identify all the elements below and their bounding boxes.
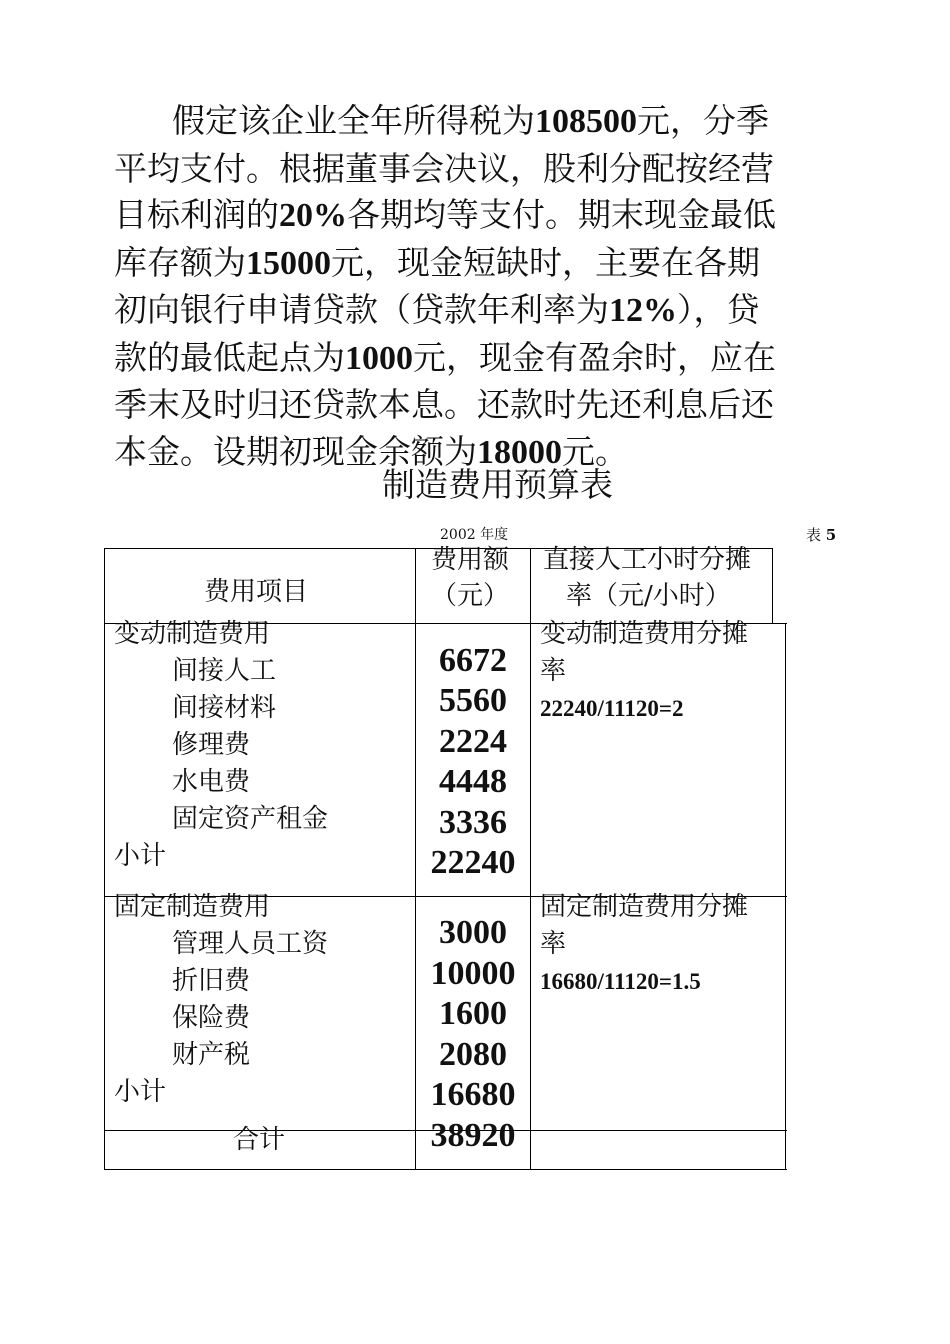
fixed-amount: 1600 [439, 995, 507, 1032]
para-line: 季末及时归还贷款本息。还款时先还利息后还 [114, 385, 774, 424]
fixed-item: 管理人员工资 [172, 929, 329, 959]
fixed-amount: 10000 [430, 955, 516, 992]
variable-amount: 4448 [439, 763, 507, 800]
header-amount: 费用额 [431, 545, 510, 575]
fixed-heading: 固定制造费用 [114, 892, 271, 922]
variable-amount: 5560 [439, 682, 507, 719]
header-rate-unit: 率（元/小时） [566, 581, 731, 611]
variable-amount: 6672 [439, 642, 507, 679]
total-amount: 38920 [430, 1117, 516, 1154]
variable-subtotal: 22240 [430, 844, 516, 881]
para-line: 库存额为15000元，现金短缺时，主要在各期 [114, 242, 760, 282]
header-amount-unit: （元） [431, 581, 510, 611]
variable-rate-label: 率 [540, 656, 567, 686]
variable-heading: 变动制造费用 [114, 619, 271, 649]
table-border-right [785, 623, 786, 1170]
table-number: 表 5 [806, 526, 837, 544]
variable-rate-formula: 22240/11120=2 [540, 696, 684, 721]
fixed-rate-formula: 16680/11120=1.5 [540, 969, 701, 994]
fixed-item: 折旧费 [172, 966, 251, 996]
fixed-rate-label: 率 [540, 929, 567, 959]
fixed-item: 保险费 [172, 1003, 251, 1033]
intro-paragraph [114, 98, 844, 476]
para-line: 本金。设期初现金余额为18000元。 [114, 431, 628, 471]
table-border-right [772, 548, 773, 624]
total-label: 合计 [233, 1125, 286, 1155]
fixed-subtotal: 16680 [430, 1076, 516, 1113]
fixed-rate-label: 固定制造费用分摊 [540, 892, 749, 922]
variable-item: 固定资产租金 [172, 804, 329, 834]
variable-amount: 2224 [439, 723, 507, 760]
para-line: 款的最低起点为1000元，现金有盈余时，应在 [114, 337, 776, 377]
fixed-subtotal-label: 小计 [114, 1077, 167, 1107]
fixed-item: 财产税 [172, 1040, 251, 1070]
variable-rate-label: 变动制造费用分摊 [540, 619, 749, 649]
header-rate: 直接人工小时分摊 [543, 545, 752, 575]
variable-item: 间接人工 [172, 656, 277, 686]
table-border-bottom [104, 1169, 787, 1170]
variable-subtotal-label: 小计 [114, 841, 167, 871]
para-line: 初向银行申请贷款（贷款年利率为12%），贷 [114, 290, 760, 329]
para-line: 目标利润的20%各期均等支付。期末现金最低 [114, 195, 776, 234]
variable-item: 间接材料 [172, 693, 277, 723]
variable-item: 水电费 [172, 767, 251, 797]
year-label: 2002 年度 [440, 527, 509, 543]
fixed-amount: 2080 [439, 1036, 507, 1073]
table-border-left [104, 548, 105, 1170]
table-col-divider [530, 548, 531, 1170]
para-line: 假定该企业全年所得税为108500元，分季 [172, 101, 769, 140]
table-title: 制造费用预算表 [382, 465, 613, 504]
header-item: 费用项目 [204, 577, 309, 607]
variable-item: 修理费 [172, 730, 251, 760]
variable-amount: 3336 [439, 804, 507, 841]
para-line: 平均支付。根据董事会决议，股利分配按经营 [114, 148, 774, 188]
fixed-amount: 3000 [439, 914, 507, 951]
